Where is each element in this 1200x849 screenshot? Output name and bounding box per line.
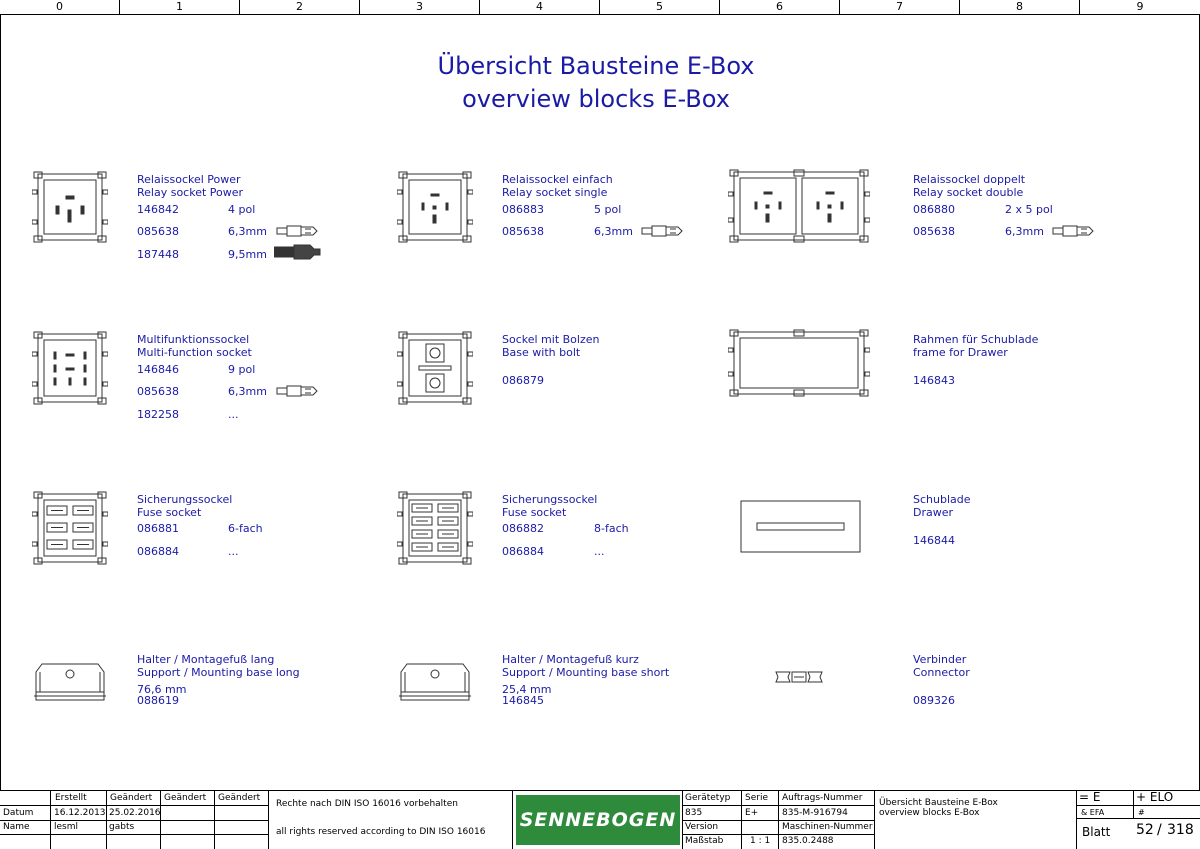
block-title-de: Verbinder xyxy=(913,653,967,666)
part-number: 086881 xyxy=(137,522,179,535)
efa: & EFA xyxy=(1081,808,1105,817)
label-auftrag: Auftrags-Nummer xyxy=(782,793,863,803)
relay-socket-single-drawing xyxy=(397,170,473,244)
block-title-en: Relay socket single xyxy=(502,186,608,199)
ruler-cell: 6 xyxy=(720,0,840,14)
label-geraetetyp: Gerätetyp xyxy=(685,793,731,803)
part-number: 085638 xyxy=(137,225,179,238)
maschinen-value: 835.0.2488 xyxy=(782,836,834,846)
base-with-bolt-drawing xyxy=(397,330,473,406)
part-number: 146845 xyxy=(502,694,544,707)
block-title-de: Relaissockel Power xyxy=(137,173,241,186)
block-title-en: Drawer xyxy=(913,506,954,519)
part-number: 146844 xyxy=(913,534,955,547)
fuse-socket-8-drawing xyxy=(397,490,473,566)
ruler-cell: 8 xyxy=(960,0,1080,14)
part-length: 25,4 mm xyxy=(502,683,552,696)
label-geaendert: Geändert xyxy=(110,793,153,803)
block-title-en: Relay socket double xyxy=(913,186,1024,199)
part-number: 085638 xyxy=(913,225,955,238)
part-spec: ... xyxy=(228,545,239,558)
name-changed: gabts xyxy=(109,822,135,832)
part-number: 086882 xyxy=(502,522,544,535)
column-ruler xyxy=(0,0,1200,15)
page-separator: / xyxy=(1157,822,1162,838)
part-number: 086884 xyxy=(137,545,179,558)
block-title-en: Multi-function socket xyxy=(137,346,252,359)
label-serie: Serie xyxy=(745,793,768,803)
page-title-de: Übersicht Bausteine E-Box xyxy=(437,52,755,80)
drawer-drawing xyxy=(740,500,862,554)
part-spec: 5 pol xyxy=(594,203,622,216)
connector-drawing xyxy=(774,670,824,684)
block-title-en: Fuse socket xyxy=(137,506,202,519)
label-geaendert: Geändert xyxy=(164,793,207,803)
label-geaendert: Geändert xyxy=(218,793,261,803)
part-spec: 6,3mm xyxy=(594,225,633,238)
label-datum: Datum xyxy=(3,808,34,818)
label-version: Version xyxy=(685,822,719,832)
massstab-value: 1 : 1 xyxy=(750,836,771,846)
ruler-cell: 0 xyxy=(0,0,120,14)
part-spec: 2 x 5 pol xyxy=(1005,203,1053,216)
rights-en: all rights reserved according to DIN ISO 16016 xyxy=(276,827,486,837)
page-title-en: overview blocks E-Box xyxy=(462,85,730,113)
part-number: 187448 xyxy=(137,248,179,261)
company-logo: SENNEBOGEN xyxy=(516,795,680,845)
hash: # xyxy=(1138,808,1145,817)
part-spec: ... xyxy=(594,545,605,558)
ruler-cell: 1 xyxy=(120,0,240,14)
part-number: 086883 xyxy=(502,203,544,216)
label-name: Name xyxy=(3,822,30,832)
part-spec: 9,5mm xyxy=(228,248,267,261)
block-title-de: Sicherungssockel xyxy=(137,493,233,506)
description-de: Übersicht Bausteine E-Box xyxy=(879,798,998,808)
part-spec: 6,3mm xyxy=(228,385,267,398)
date-changed: 25.02.2016 xyxy=(109,808,161,818)
block-title-en: Base with bolt xyxy=(502,346,581,359)
support-short-drawing xyxy=(397,660,473,704)
part-spec: ... xyxy=(228,408,239,421)
geraetetyp-value: 835 xyxy=(685,808,703,818)
block-title-en: frame for Drawer xyxy=(913,346,1008,359)
block-title-en: Support / Mounting base long xyxy=(137,666,300,679)
drawer-frame-drawing xyxy=(728,328,870,398)
part-number: 146842 xyxy=(137,203,179,216)
multi-function-socket-drawing xyxy=(32,330,108,406)
part-spec: 4 pol xyxy=(228,203,256,216)
part-spec: 8-fach xyxy=(594,522,629,535)
part-spec: 9 pol xyxy=(228,363,256,376)
block-title-en: Support / Mounting base short xyxy=(502,666,670,679)
block-title-de: Sockel mit Bolzen xyxy=(502,333,600,346)
label-maschinen: Maschinen-Nummer xyxy=(782,822,873,832)
part-number: 086884 xyxy=(502,545,544,558)
block-title-en: Relay socket Power xyxy=(137,186,244,199)
ruler-cell: 9 xyxy=(1136,0,1144,13)
frame-border xyxy=(0,14,1,790)
part-number: 146843 xyxy=(913,374,955,387)
part-number: 089326 xyxy=(913,694,955,707)
part-spec: 6,3mm xyxy=(228,225,267,238)
block-title-en: Connector xyxy=(913,666,970,679)
auftrag-value: 835-M-916794 xyxy=(782,808,848,818)
part-spec: 6-fach xyxy=(228,522,263,535)
block-title-de: Halter / Montagefuß kurz xyxy=(502,653,639,666)
page-count: 318 xyxy=(1167,822,1194,838)
title-block xyxy=(0,790,1200,849)
terminal-drawing xyxy=(640,225,686,237)
block-title-de: Halter / Montagefuß lang xyxy=(137,653,275,666)
ruler-cell: 5 xyxy=(600,0,720,14)
page-number: 52 xyxy=(1136,822,1154,838)
support-long-drawing xyxy=(32,660,108,704)
rights-de: Rechte nach DIN ISO 16016 vorbehalten xyxy=(276,799,458,809)
block-title-de: Relaissockel doppelt xyxy=(913,173,1026,186)
description-en: overview blocks E-Box xyxy=(879,808,980,818)
label-erstellt: Erstellt xyxy=(55,793,87,803)
location-elo: + ELO xyxy=(1136,790,1174,804)
part-number: 086880 xyxy=(913,203,955,216)
relay-socket-double-drawing xyxy=(728,168,870,244)
terminal-drawing xyxy=(1051,225,1097,237)
block-title-de: Sicherungssockel xyxy=(502,493,598,506)
ruler-cell: 3 xyxy=(360,0,480,14)
date-created: 16.12.2013 xyxy=(54,808,106,818)
fuse-socket-6-drawing xyxy=(32,490,108,566)
block-title-de: Schublade xyxy=(913,493,971,506)
terminal-large-drawing xyxy=(274,243,322,261)
eq-e: = E xyxy=(1079,790,1101,804)
block-title-de: Relaissockel einfach xyxy=(502,173,613,186)
block-title-en: Fuse socket xyxy=(502,506,567,519)
relay-socket-power-drawing xyxy=(32,170,108,244)
terminal-drawing xyxy=(275,385,321,397)
block-title-de: Multifunktionssockel xyxy=(137,333,250,346)
terminal-drawing xyxy=(275,225,321,237)
part-number: 182258 xyxy=(137,408,179,421)
serie-value: E+ xyxy=(745,808,759,818)
part-spec: 6,3mm xyxy=(1005,225,1044,238)
ruler-cell: 4 xyxy=(480,0,600,14)
part-length: 76,6 mm xyxy=(137,683,187,696)
part-number: 086879 xyxy=(502,374,544,387)
part-number: 085638 xyxy=(137,385,179,398)
part-number: 088619 xyxy=(137,694,179,707)
name-created: lesml xyxy=(54,822,78,832)
ruler-cell: 2 xyxy=(240,0,360,14)
label-blatt: Blatt xyxy=(1082,825,1111,839)
part-number: 146846 xyxy=(137,363,179,376)
ruler-cell: 7 xyxy=(840,0,960,14)
label-massstab: Maßstab xyxy=(685,836,724,846)
block-title-de: Rahmen für Schublade xyxy=(913,333,1039,346)
part-number: 085638 xyxy=(502,225,544,238)
